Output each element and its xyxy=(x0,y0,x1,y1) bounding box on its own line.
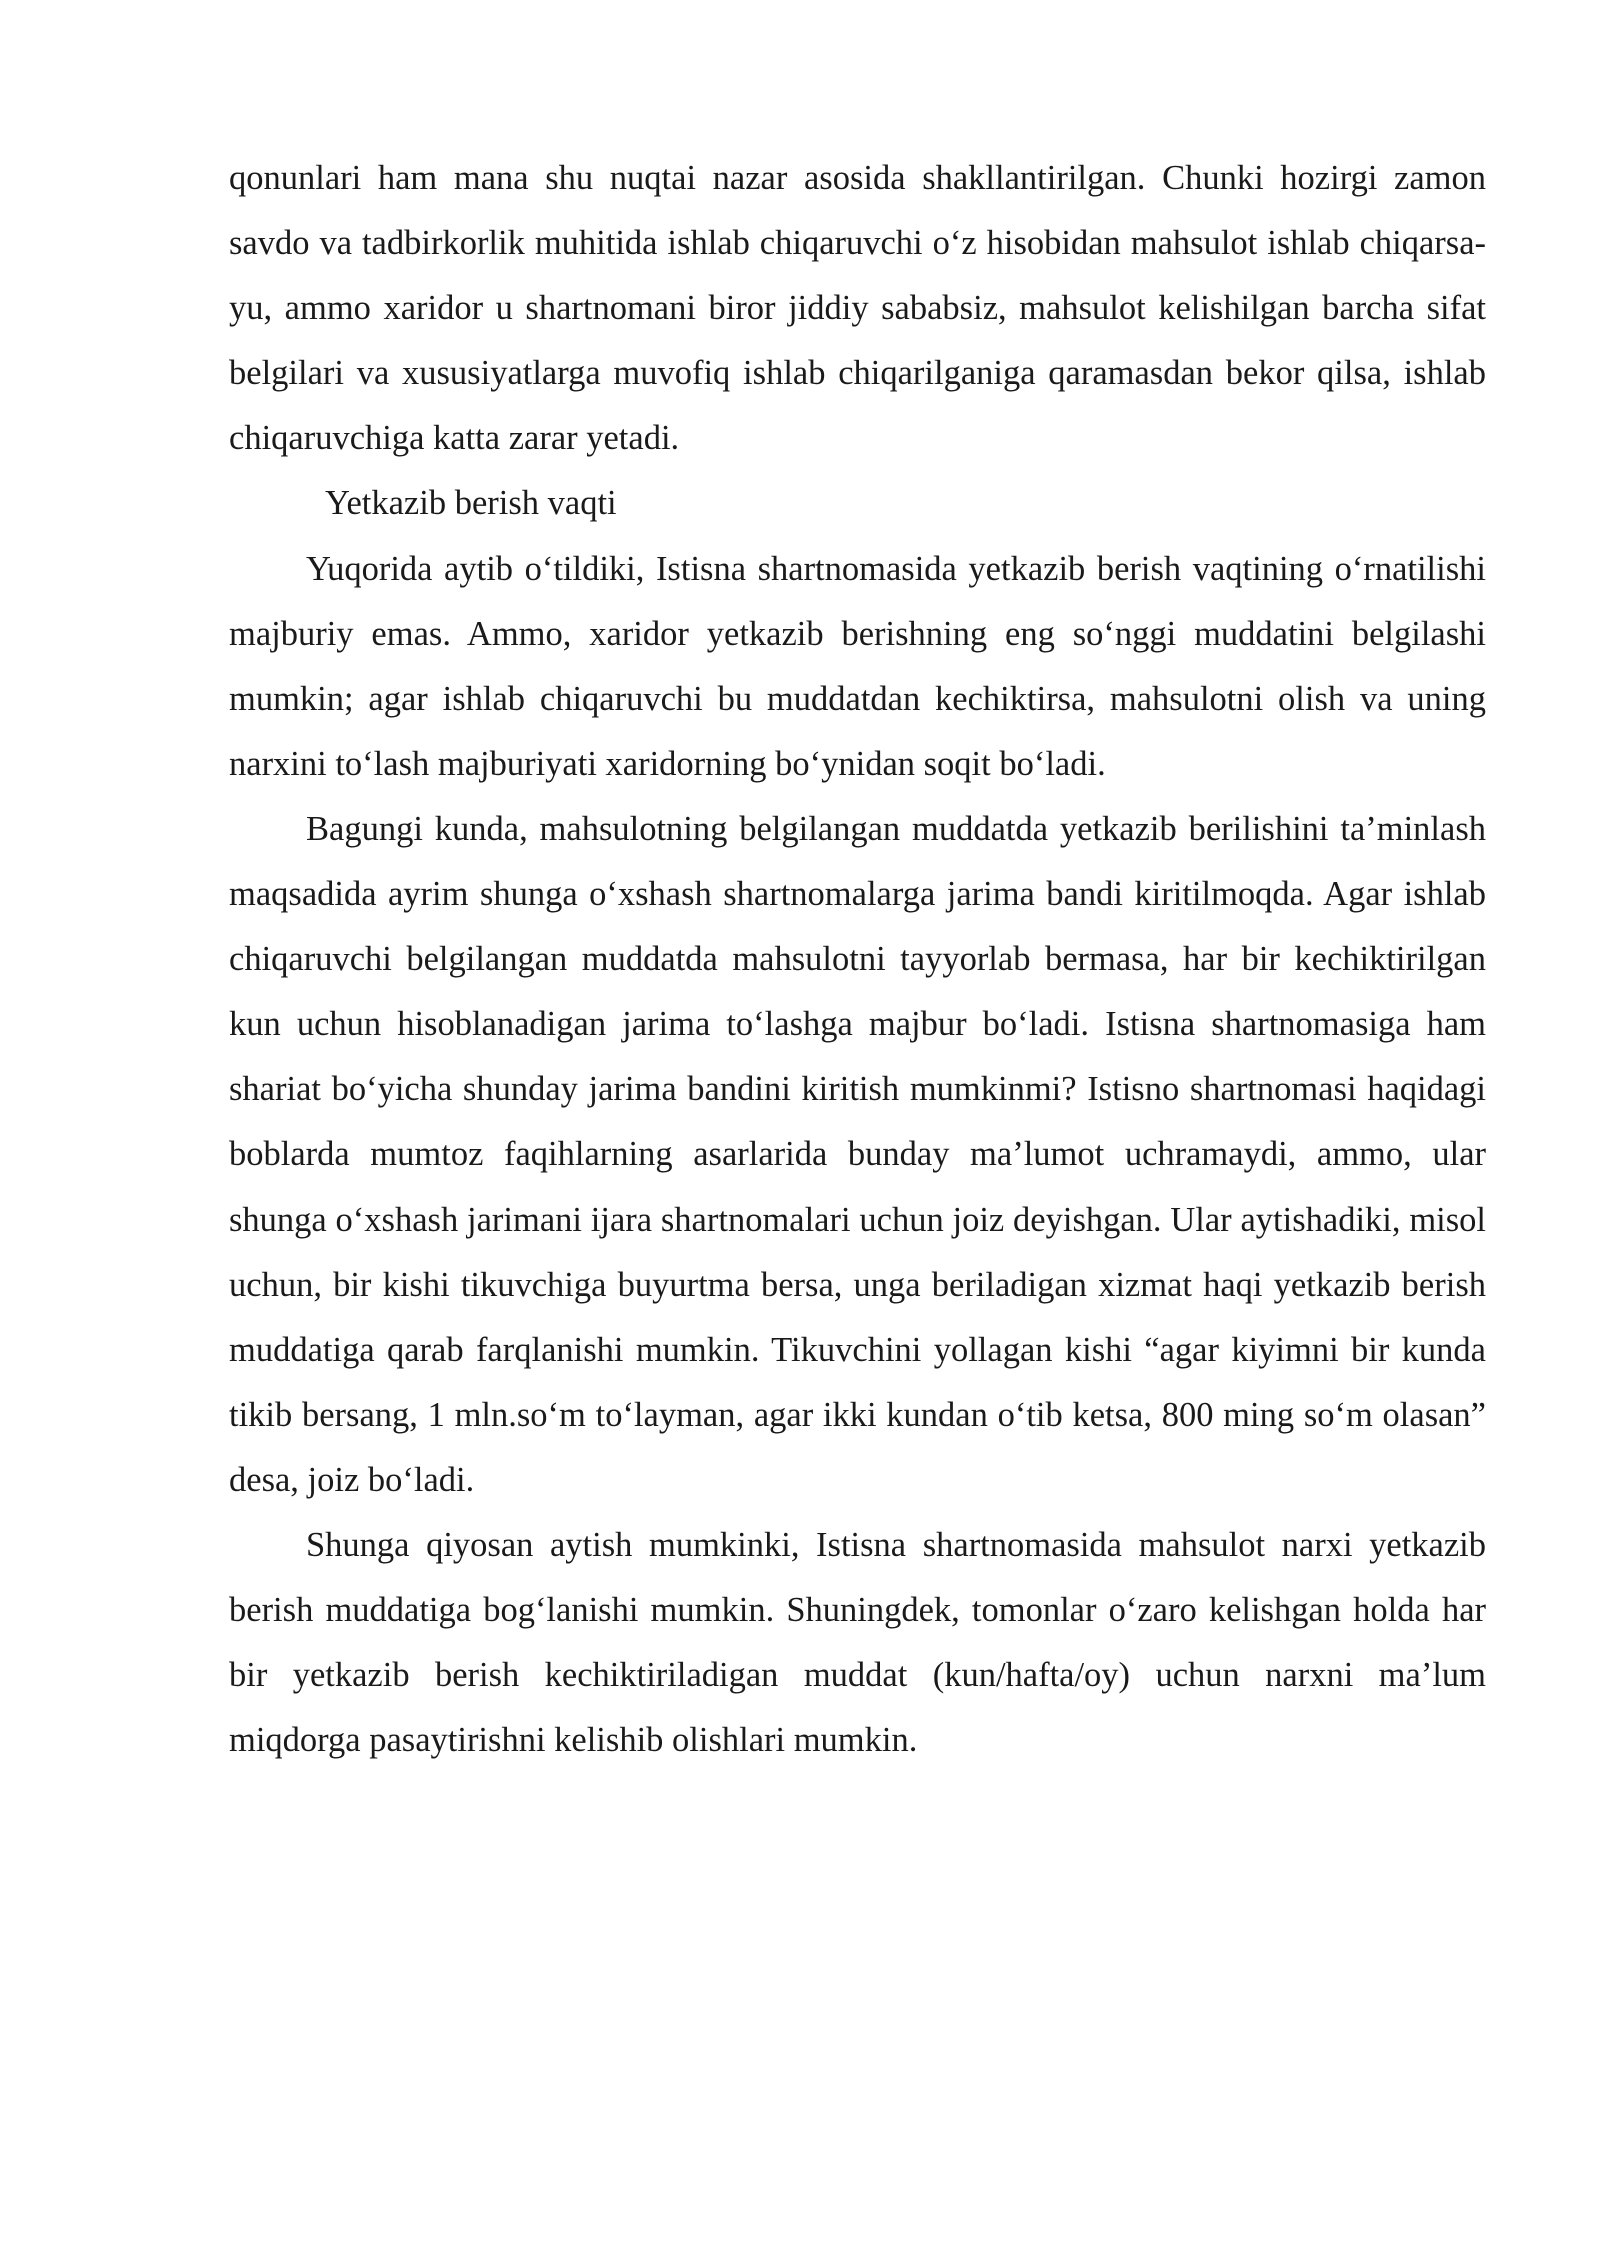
paragraph-delivery-time: Yuqorida aytib o‘tildiki, Istisna shartnomasida yetkazib berish vaqtining o‘rnatilishi majburiy emas. Ammo, xaridor yetkazib berishning eng so‘nggi muddatini belgilashi mumkin; agar ishlab chiqaruvchi bu muddatdan kechiktirsa, mahsulotni olish va uning narxini to‘lash majburiyati xaridorning bo‘ynidan soqit bo‘ladi. xyxy=(229,549,1486,783)
document-body xyxy=(229,146,1486,1773)
paragraph-price-analogy: Shunga qiyosan aytish mumkinki, Istisna shartnomasida mahsulot narxi yetkazib berish muddatiga bog‘lanishi mumkin. Shuningdek, tomonlar o‘zaro kelishgan holda har bir yetkazib berish kechiktiriladigan muddat (kun/hafta/oy) uchun narxni ma’lum miqdorga pasaytirishni kelishib olishlari mumkin. xyxy=(229,1525,1486,1760)
paragraph-penalty-clause: Bagungi kunda, mahsulotning belgilangan muddatda yetkazib berilishini ta’minlash maqsadida ayrim shunga o‘xshash shartnomalarga jarima bandi kiritilmoqda. Agar ishlab chiqaruvchi belgilangan muddatda mahsulotni tayyorlab bermasa, har bir kechiktirilgan kun uchun hisoblanadigan jarima to‘lashga majbur bo‘ladi. Istisna shartnomasiga ham shariat bo‘yicha shunday jarima bandini kiritish mumkinmi? Istisno shartnomasi haqidagi boblarda mumtoz faqihlarning asarlarida bunday ma’lumot uchramaydi, ammo, ular shunga o‘xshash jarimani ijara shartnomalari uchun joiz deyishgan. Ular aytishadiki, misol uchun, bir kishi tikuvchiga buyurtma bersa, unga beriladigan xizmat haqi yetkazib berish muddatiga qarab farqlanishi mumkin. Tikuvchini yollagan kishi “agar kiyimni bir kunda tikib bersang, 1 mln.so‘m to‘layman, agar ikki kundan o‘tib ketsa, 800 ming so‘m olasan” desa, joiz bo‘ladi. xyxy=(229,809,1486,1499)
section-heading: Yetkazib berish vaqti xyxy=(325,484,617,523)
paragraph-continuation: qonunlari ham mana shu nuqtai nazar asosida shakllantirilgan. Chunki hozirgi zamon savdo va tadbirkorlik muhitida ishlab chiqaruvchi o‘z hisobidan mahsulot ishlab chiqarsa-yu, ammo xaridor u shartnomani biror jiddiy sababsiz, mahsulot kelishilgan barcha sifat belgilari va xususiyatlarga muvofiq ishlab chiqarilganiga qaramasdan bekor qilsa, ishlab chiqaruvchiga katta zarar yetadi. xyxy=(229,159,1486,458)
